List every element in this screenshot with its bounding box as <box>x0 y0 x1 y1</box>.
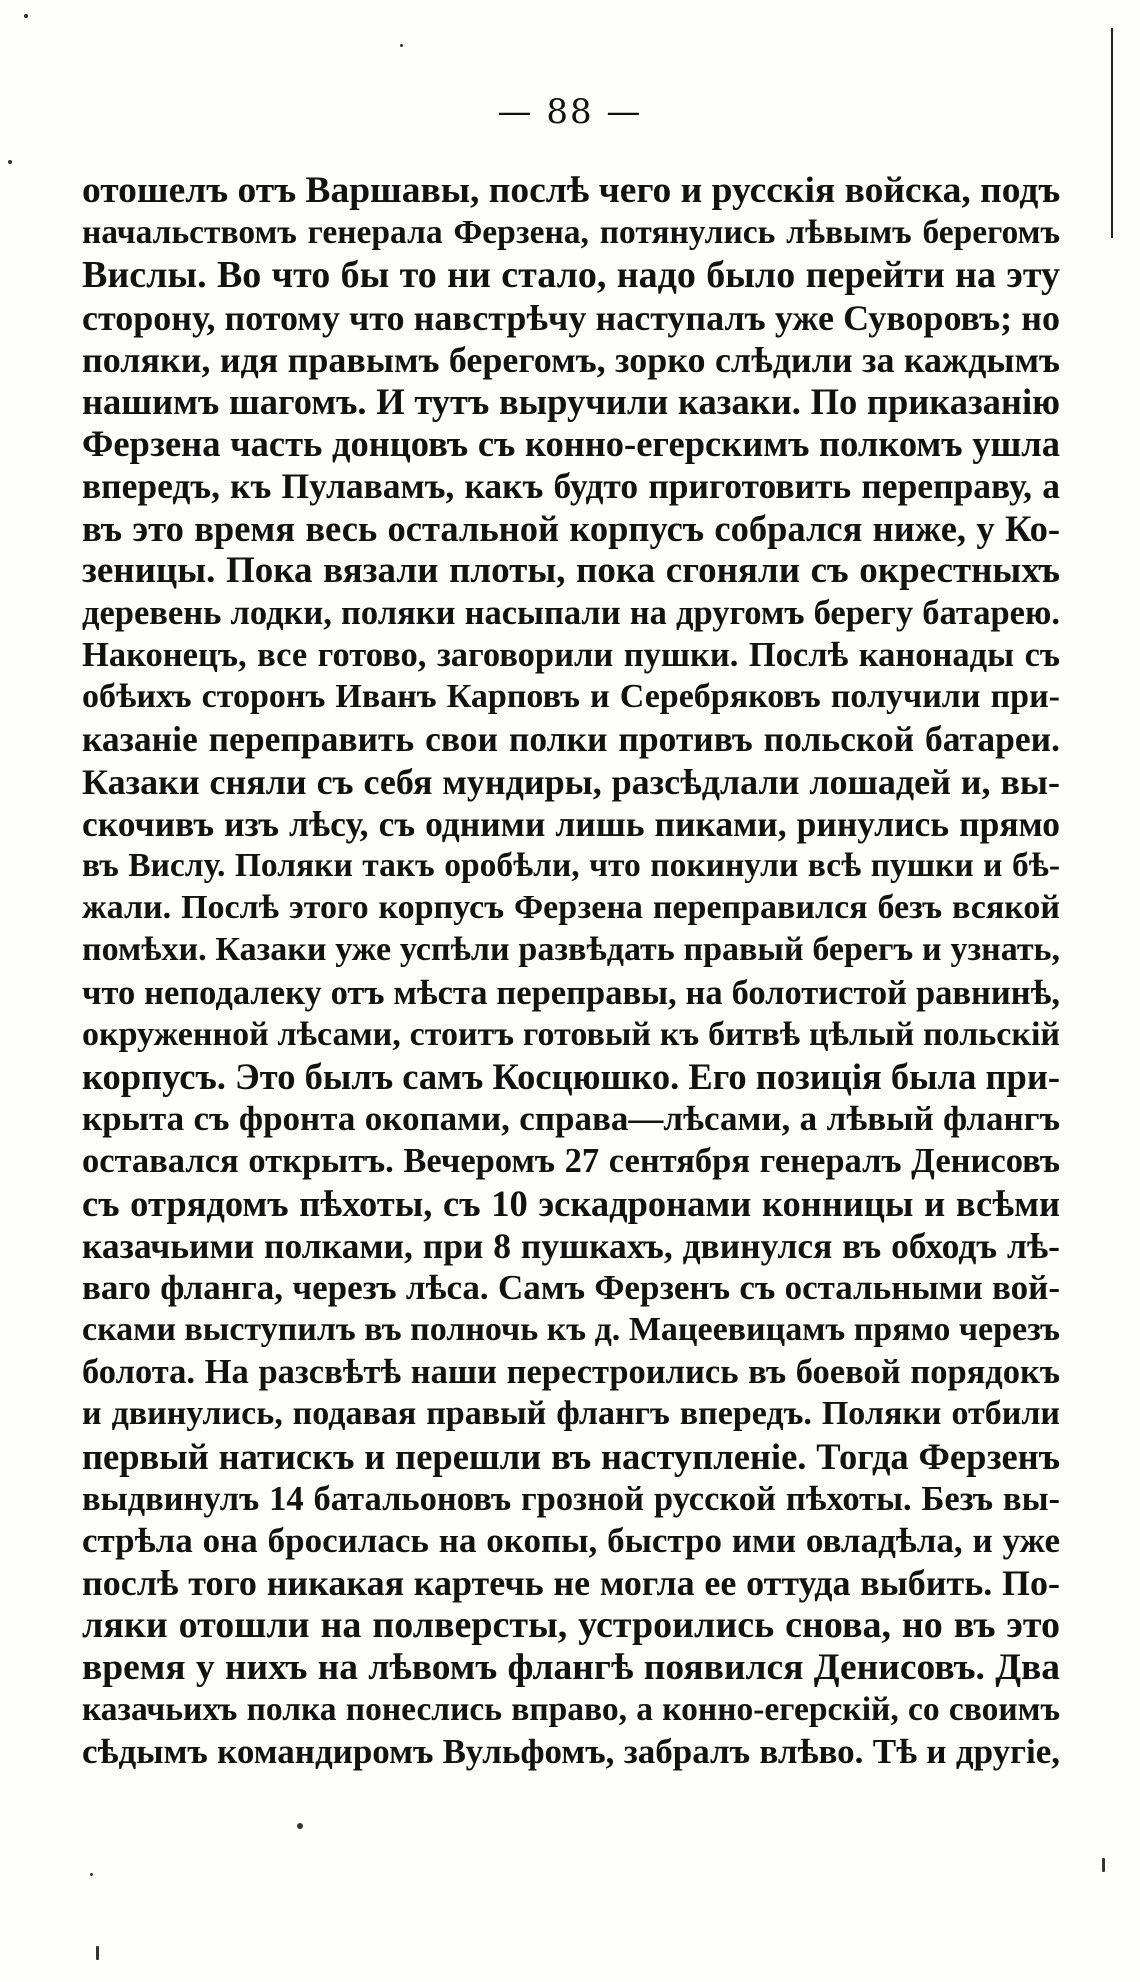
text-line: сѣдымъ командиромъ Вульфомъ, забралъ влѣво. Тѣ и другіе, <box>82 1731 1060 1771</box>
text-line: впередъ, къ Пулавамъ, какъ будто приготовить переправу, а <box>82 466 1060 507</box>
text-line: Ферзена часть донцовъ съ конно-егерскимъ полкомъ ушла <box>82 423 1060 465</box>
text-line: что неподалеку отъ мѣста переправы, на болотистой равнинѣ, <box>82 973 1060 1012</box>
text-line: Вислы. Во что бы то ни стало, надо было перейти на эту <box>82 254 1060 297</box>
text-line: ваго фланга, черезъ лѣса. Самъ Ферзенъ съ остальными вой- <box>82 1267 1060 1307</box>
text-line: нашимъ шагомъ. И тутъ выручили казаки. По приказанію <box>82 380 1060 422</box>
print-speck <box>24 14 28 18</box>
text-line: Казаки сняли съ себя мундиры, разсѣдлали лошадей и, вы- <box>82 761 1060 802</box>
print-speck <box>96 1946 99 1960</box>
text-line: обѣихъ сторонъ Иванъ Карповъ и Серебряковъ получили при- <box>82 678 1060 716</box>
text-line: жали. Послѣ этого корпусъ Ферзена переправился безъ всякой <box>82 889 1060 927</box>
text-line: съ отрядомъ пѣхоты, съ 10 эскадронами конницы и всѣми <box>82 1182 1060 1224</box>
text-line: крыта съ фронта окопами, справа—лѣсами, а лѣвый флангъ <box>82 1099 1060 1139</box>
text-line: казачьихъ полка понеслись вправо, а конно-егерскій, со своимъ <box>82 1690 1060 1728</box>
text-line: Наконецъ, все готово, заговорили пушки. Послѣ канонады съ <box>82 636 1060 675</box>
body-text <box>82 170 1060 1773</box>
text-line: выдвинулъ 14 батальоновъ грозной русской пѣхоты. Безъ вы- <box>82 1479 1060 1518</box>
text-line: ляки отошли на полверсты, устроились снова, но въ это <box>82 1604 1060 1647</box>
text-line: деревень лодки, поляки насыпали на другомъ берегу батарею. <box>82 593 1060 632</box>
text-line: поляки, идя правымъ берегомъ, зорко слѣдили за каждымъ <box>82 339 1060 380</box>
print-speck <box>400 44 403 47</box>
print-speck <box>8 160 12 164</box>
text-line: послѣ того никакая картечь не могла ее оттуда выбить. По- <box>82 1563 1060 1604</box>
text-line: оставался открытъ. Вечеромъ 27 сентября генералъ Денисовъ <box>82 1142 1060 1181</box>
text-line: зеницы. Пока вязали плоты, пока сгоняли съ окрестныхъ <box>82 549 1060 591</box>
text-line: сками выступилъ въ полночь къ д. Мацеевицамъ прямо черезъ <box>82 1311 1060 1349</box>
text-line: начальствомъ генерала Ферзена, потянулись лѣвымъ берегомъ <box>82 214 1060 252</box>
text-line: стрѣла она бросилась на окопы, быстро ими овладѣла, и уже <box>82 1521 1060 1560</box>
text-line: въ Вислу. Поляки такъ оробѣли, что покинули всѣ пушки и бѣ- <box>82 847 1060 884</box>
text-line: время у нихъ на лѣвомъ флангѣ появился Денисовъ. Два <box>82 1646 1060 1688</box>
text-line: казачьими полками, при 8 пушкахъ, двинулся въ обходъ лѣ- <box>82 1225 1060 1266</box>
print-speck <box>90 1873 93 1876</box>
print-speck <box>297 1823 303 1829</box>
text-line: скочивъ изъ лѣсу, съ одними лишь пиками, ринулись прямо <box>82 803 1060 844</box>
text-line: первый натискъ и перешли въ наступленіе. Тогда Ферзенъ <box>82 1435 1060 1477</box>
text-line: сторону, потому что навстрѣчу наступалъ уже Суворовъ; но <box>82 297 1060 338</box>
text-line: въ это время весь остальной корпусъ собрался ниже, у Ко- <box>82 507 1060 549</box>
margin-rule <box>1111 28 1113 238</box>
text-line: корпусъ. Это былъ самъ Косцюшко. Его позиція была при- <box>82 1055 1060 1097</box>
print-speck <box>1102 1858 1105 1872</box>
text-line: казаніе переправить свои полки противъ польской батареи. <box>82 719 1060 760</box>
text-line: и двинулись, подавая правый флангъ впередъ. Поляки отбили <box>82 1395 1060 1433</box>
text-line: болота. На разсвѣтѣ наши перестроились въ боевой порядокъ <box>82 1353 1060 1392</box>
text-line: отошелъ отъ Варшавы, послѣ чего и русскія войска, подъ <box>82 170 1060 211</box>
text-line: помѣхи. Казаки уже успѣли развѣдать правый берегъ и узнать, <box>82 931 1060 969</box>
page-number: — 88 — <box>497 92 643 132</box>
text-line: окруженной лѣсами, стоитъ готовый къ битвѣ цѣлый польскій <box>82 1015 1060 1053</box>
